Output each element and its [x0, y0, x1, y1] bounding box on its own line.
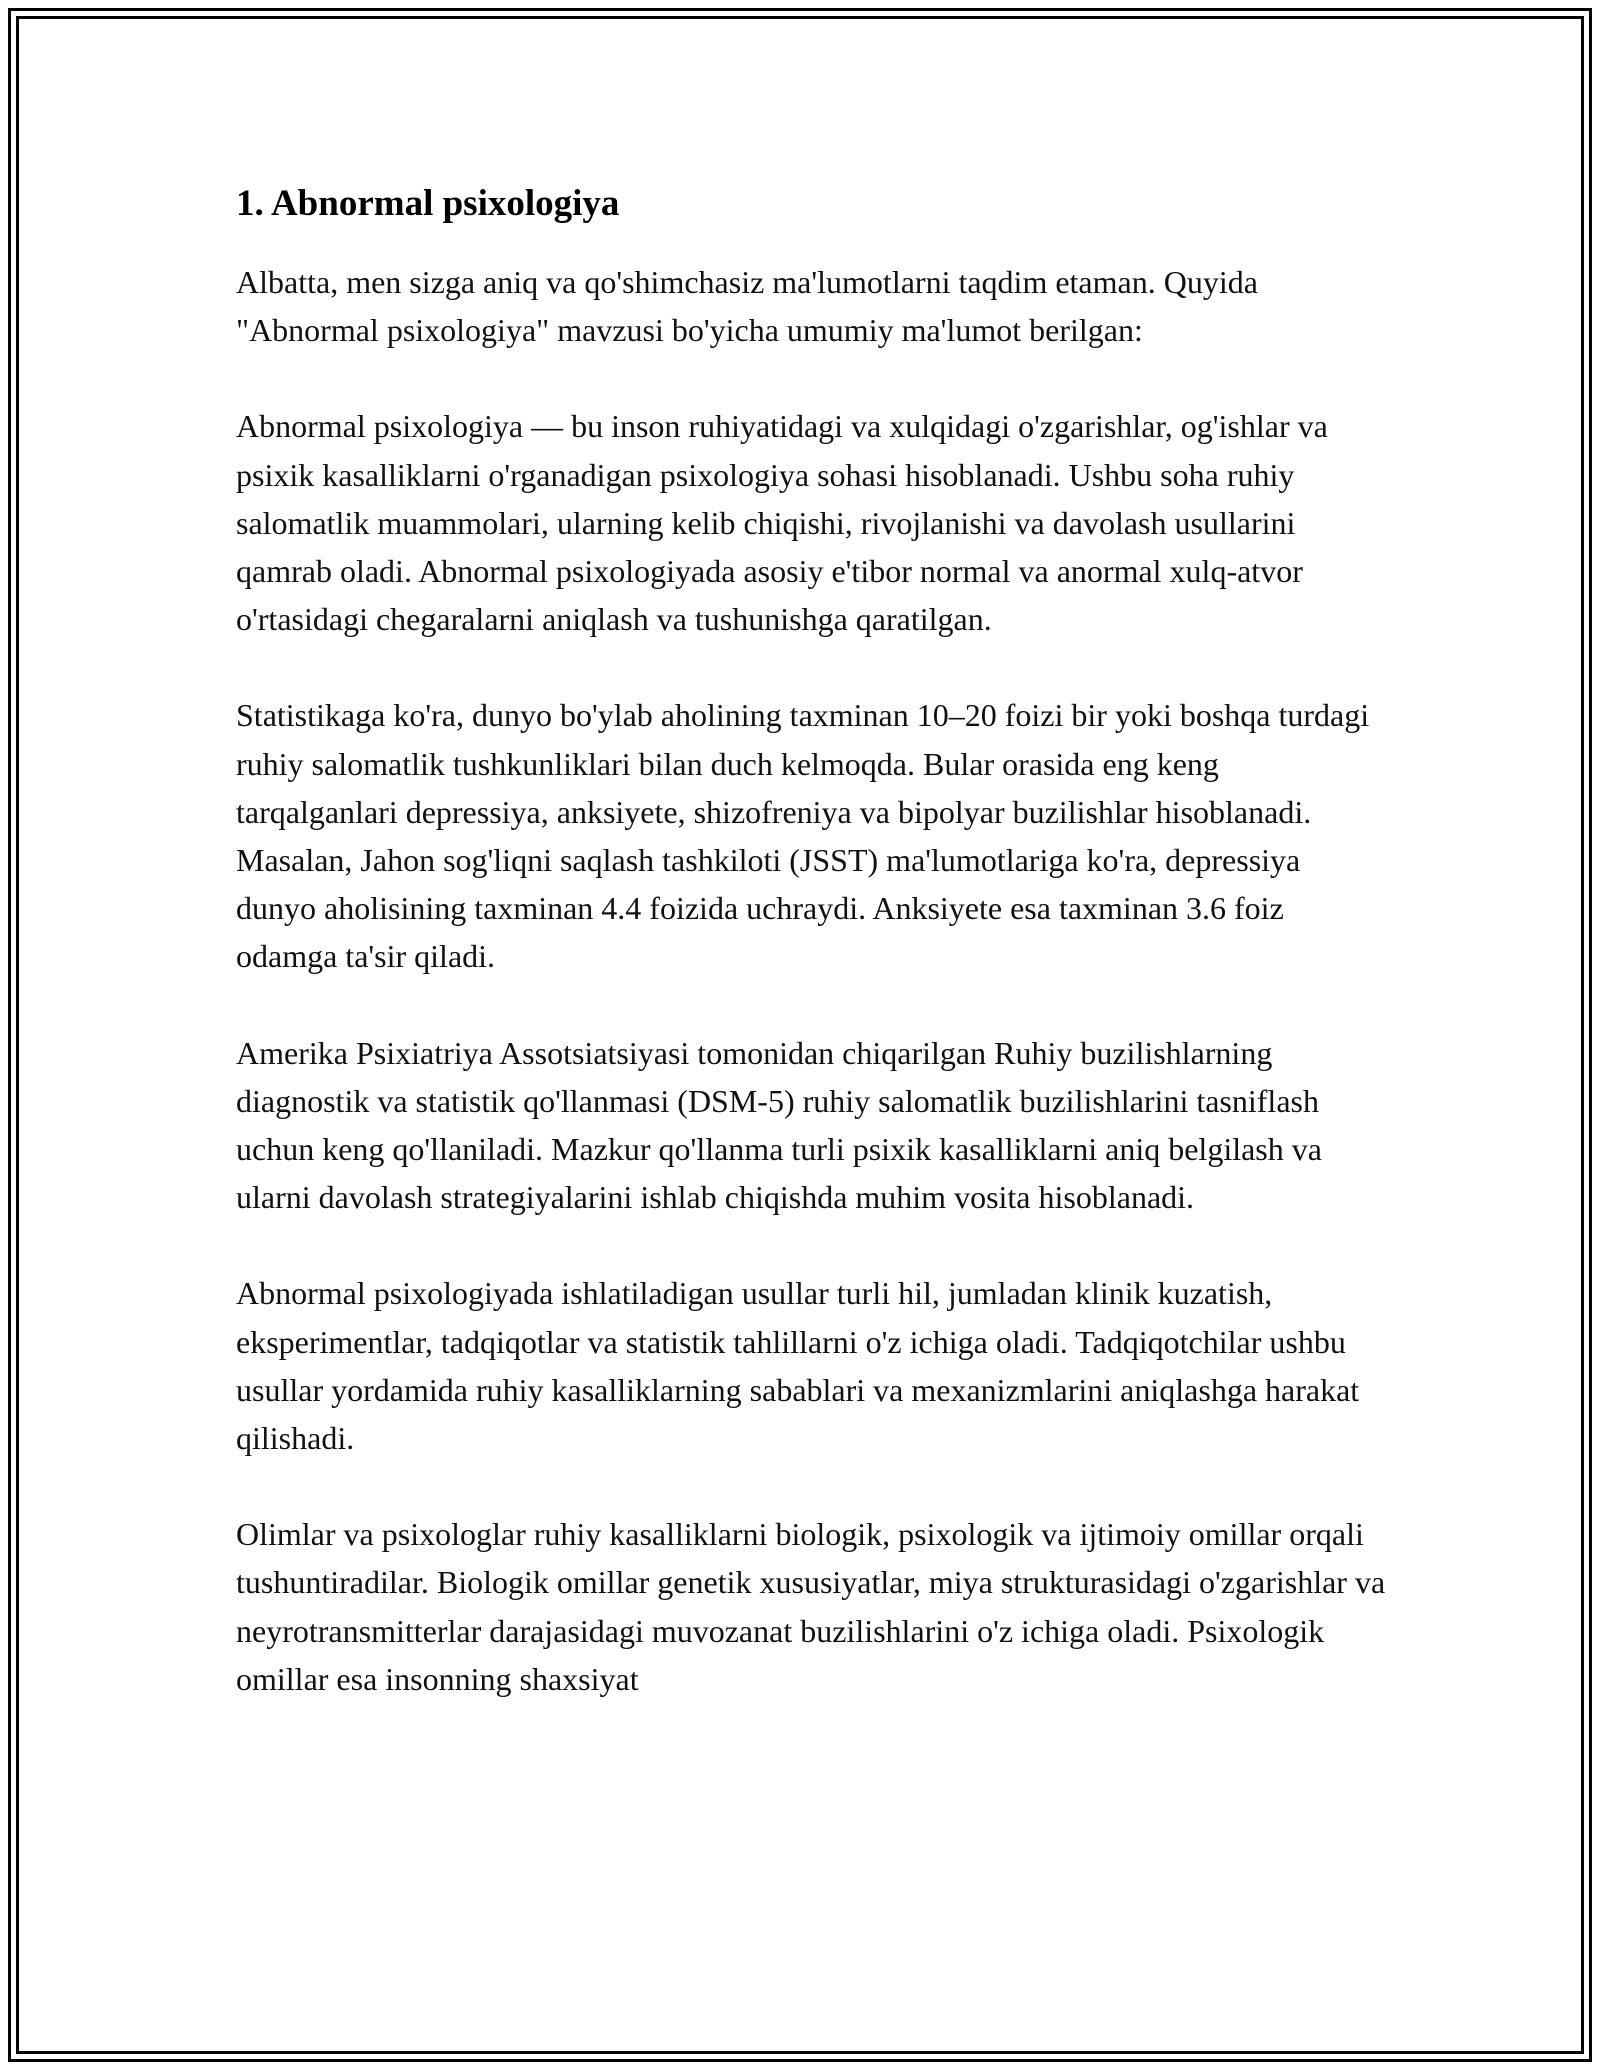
- paragraph-statistics: Statistikaga ko'ra, dunyo bo'ylab aholining taxminan 10–20 foizi bir yoki boshqa turdagi ruhiy salomatlik tushkunliklari bilan duch kelmoqda. Bular orasida eng keng tarqalganlari depressiya, anksiyete, shizofreniya va bipolyar buzilishlar hisoblanadi. Masalan, Jahon sog'liqni saqlash tashkiloti (JSST) ma'lumotlariga ko'ra, depressiya dunyo aholisining taxminan 4.4 foizida uchraydi. Anksiyete esa taxminan 3.6 foiz odamga ta'sir qiladi.: [236, 697, 1370, 975]
- paragraph-dsm5: Amerika Psixiatriya Assotsiatsiyasi tomonidan chiqarilgan Ruhiy buzilishlarning diagnostik va statistik qo'llanmasi (DSM-5) ruhiy salomatlik buzilishlarini tasniflash uchun keng qo'llaniladi. Mazkur qo'llanma turli psixik kasalliklarni aniq belgilash va ularni davolash strategiyalarini ishlab chiqishda muhim vosita hisoblanadi.: [236, 1034, 1322, 1216]
- paragraph-definition: Abnormal psixologiya — bu inson ruhiyatidagi va xulqidagi o'zgarishlar, og'ishlar va psixik kasalliklarni o'rganadigan psixologiya sohasi hisoblanadi. Ushbu soha ruhiy salomatlik muammolari, ularning kelib chiqishi, rivojlanishi va davolash usullarini qamrab oladi. Abnormal psixologiyada asosiy e'tibor normal va anormal xulq-atvor o'rtasidagi chegaralarni aniqlash va tushunishga qaratilgan.: [236, 408, 1328, 638]
- paragraph-intro: Albatta, men sizga aniq va qo'shimchasiz ma'lumotlarni taqdim etaman. Quyida "Abnormal psixologiya" mavzusi bo'yicha umumiy ma'lumot berilgan:: [236, 264, 1258, 349]
- paragraph-factors: Olimlar va psixologlar ruhiy kasalliklarni biologik, psixologik va ijtimoiy omillar orqali tushuntiradilar. Biologik omillar genetik xususiyatlar, miya strukturasidagi o'zgarishlar va neyrotransmitterlar darajasidagi muvozanat buzilishlarini o'z ichiga oladi. Psixologik omillar esa insonning shaxsiyat: [236, 1516, 1386, 1697]
- page-title: 1. Abnormal psixologiya: [236, 183, 620, 224]
- document-body: [236, 178, 1386, 1751]
- paragraph-methods: Abnormal psixologiyada ishlatiladigan usullar turli hil, jumladan klinik kuzatish, eksperimentlar, tadqiqotlar va statistik tahlillarni o'z ichiga oladi. Tadqiqotchilar ushbu usullar yordamida ruhiy kasalliklarning sabablari va mexanizmlarini aniqlashga harakat qilishadi.: [236, 1275, 1360, 1457]
